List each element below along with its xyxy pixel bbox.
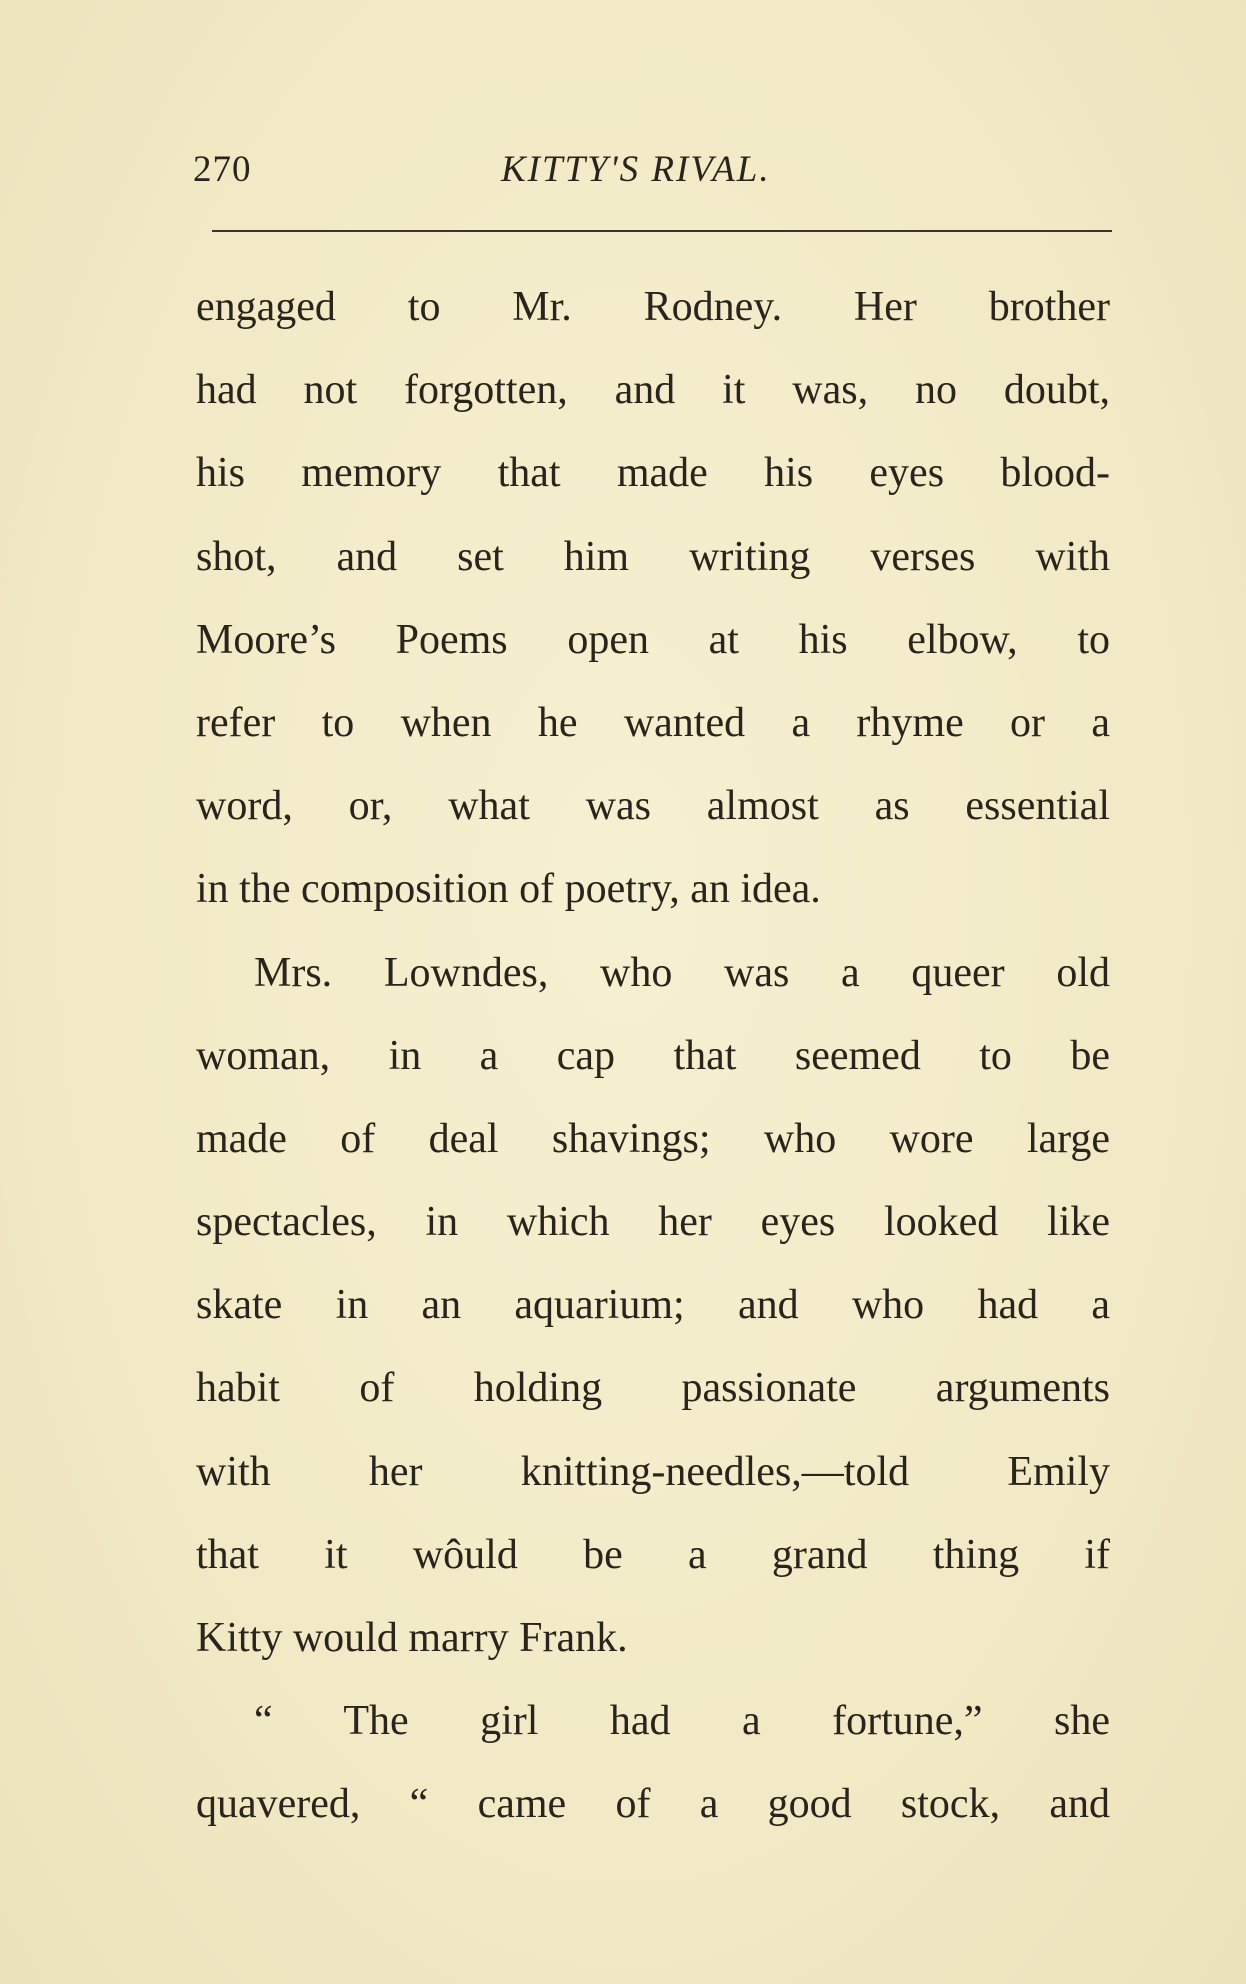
text-line: with her knitting-needles,—told Emily — [196, 1448, 1110, 1495]
text-line: habit of holding passionate arguments — [196, 1365, 1110, 1412]
text-line: word, or, what was almost as essential — [196, 783, 1110, 830]
text-line: Moore’s Poems open at his elbow, to — [196, 616, 1110, 663]
header-rule — [212, 230, 1112, 232]
text-line: skate in an aquarium; and who had a — [196, 1282, 1110, 1329]
running-title: KITTY'S RIVAL. — [501, 149, 771, 190]
text-line: had not forgotten, and it was, no doubt, — [196, 367, 1110, 414]
page-header — [193, 148, 1113, 204]
text-line: refer to when he wanted a rhyme or a — [196, 699, 1110, 746]
text-line: shot, and set him writing verses with — [196, 533, 1110, 580]
page-number: 270 — [193, 149, 252, 190]
text-line: woman, in a cap that seemed to be — [196, 1032, 1110, 1079]
text-line: his memory that made his eyes blood- — [196, 450, 1110, 497]
text-line: that it wôuld be a grand thing if — [196, 1531, 1110, 1578]
text-line: “ The girl had a fortune,” she — [254, 1698, 1110, 1745]
text-line: Mrs. Lowndes, who was a queer old — [254, 949, 1110, 996]
text-line: Kitty would marry Frank. — [196, 1615, 628, 1661]
text-line: spectacles, in which her eyes looked like — [196, 1199, 1110, 1246]
body-text — [196, 266, 1110, 1847]
text-line: engaged to Mr. Rodney. Her brother — [196, 284, 1110, 330]
text-line: quavered, “ came of a good stock, and — [196, 1781, 1110, 1828]
text-line: made of deal shavings; who wore large — [196, 1115, 1110, 1162]
text-line: in the composition of poetry, an idea. — [196, 866, 821, 913]
